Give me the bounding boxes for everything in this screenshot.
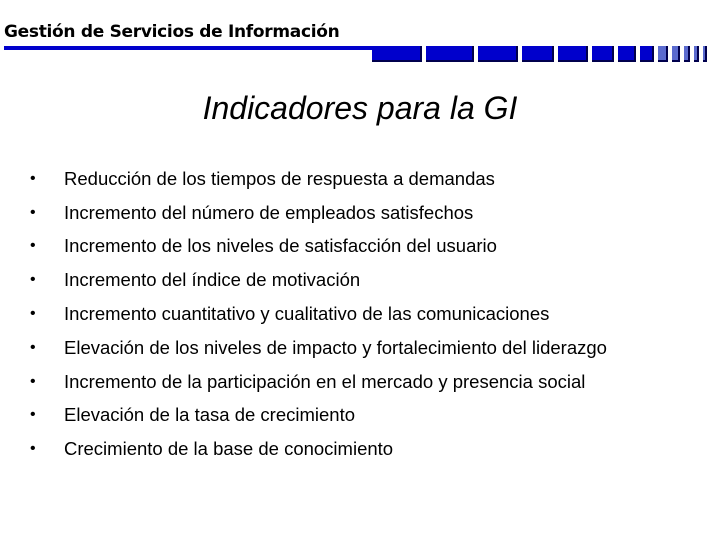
header-bar-segment xyxy=(558,46,588,62)
slide-title: Indicadores para la GI xyxy=(202,90,518,126)
list-item-text: Incremento de los niveles de satisfacción del usuario xyxy=(64,235,497,257)
list-item xyxy=(30,432,607,466)
list-item xyxy=(30,365,607,399)
header-bar-segment xyxy=(372,46,422,62)
bullet-icon: • xyxy=(30,203,36,221)
bullet-icon: • xyxy=(30,237,36,255)
list-item xyxy=(30,196,607,230)
header-bar-segment xyxy=(694,46,699,62)
header-bar-segment xyxy=(592,46,614,62)
bullet-icon: • xyxy=(30,305,36,323)
list-item-text: Reducción de los tiempos de respuesta a demandas xyxy=(64,167,495,189)
bullet-icon: • xyxy=(30,169,36,187)
bullet-icon: • xyxy=(30,338,36,356)
list-item-text: Crecimiento de la base de conocimiento xyxy=(64,438,394,460)
list-item xyxy=(30,162,607,196)
header-bar-segment xyxy=(684,46,690,62)
header-bar-line xyxy=(4,46,372,50)
list-item xyxy=(30,297,607,331)
bullet-icon: • xyxy=(30,372,36,390)
list-item-text: Elevación de los niveles de impacto y fortalecimiento del liderazgo xyxy=(64,336,607,358)
list-item xyxy=(30,230,607,264)
bullet-icon: • xyxy=(30,440,36,458)
header-bar-segment xyxy=(658,46,668,62)
bullet-icon: • xyxy=(30,271,36,289)
header-bar-segment xyxy=(426,46,474,62)
list-item-text: Elevación de la tasa de crecimiento xyxy=(64,404,356,426)
header-decorative-bar xyxy=(4,46,716,66)
indicator-list xyxy=(30,162,607,466)
header-bar-segment xyxy=(478,46,518,62)
list-item-text: Incremento del número de empleados satisfechos xyxy=(64,201,474,223)
header-bar-segment xyxy=(703,46,707,62)
list-item-text: Incremento cuantitativo y cualitativo de las comunicaciones xyxy=(64,303,550,325)
header-bar-segment xyxy=(522,46,554,62)
list-item-text: Incremento de la participación en el mercado y presencia social xyxy=(64,370,586,392)
list-item xyxy=(30,331,607,365)
list-item xyxy=(30,399,607,433)
bullet-icon: • xyxy=(30,406,36,424)
list-item xyxy=(30,263,607,297)
header-bar-segment xyxy=(618,46,636,62)
header-title: Gestión de Servicios de Información xyxy=(4,22,340,42)
header-bar-segment xyxy=(672,46,680,62)
header-bar-segment xyxy=(640,46,654,62)
list-item-text: Incremento del índice de motivación xyxy=(64,269,361,291)
